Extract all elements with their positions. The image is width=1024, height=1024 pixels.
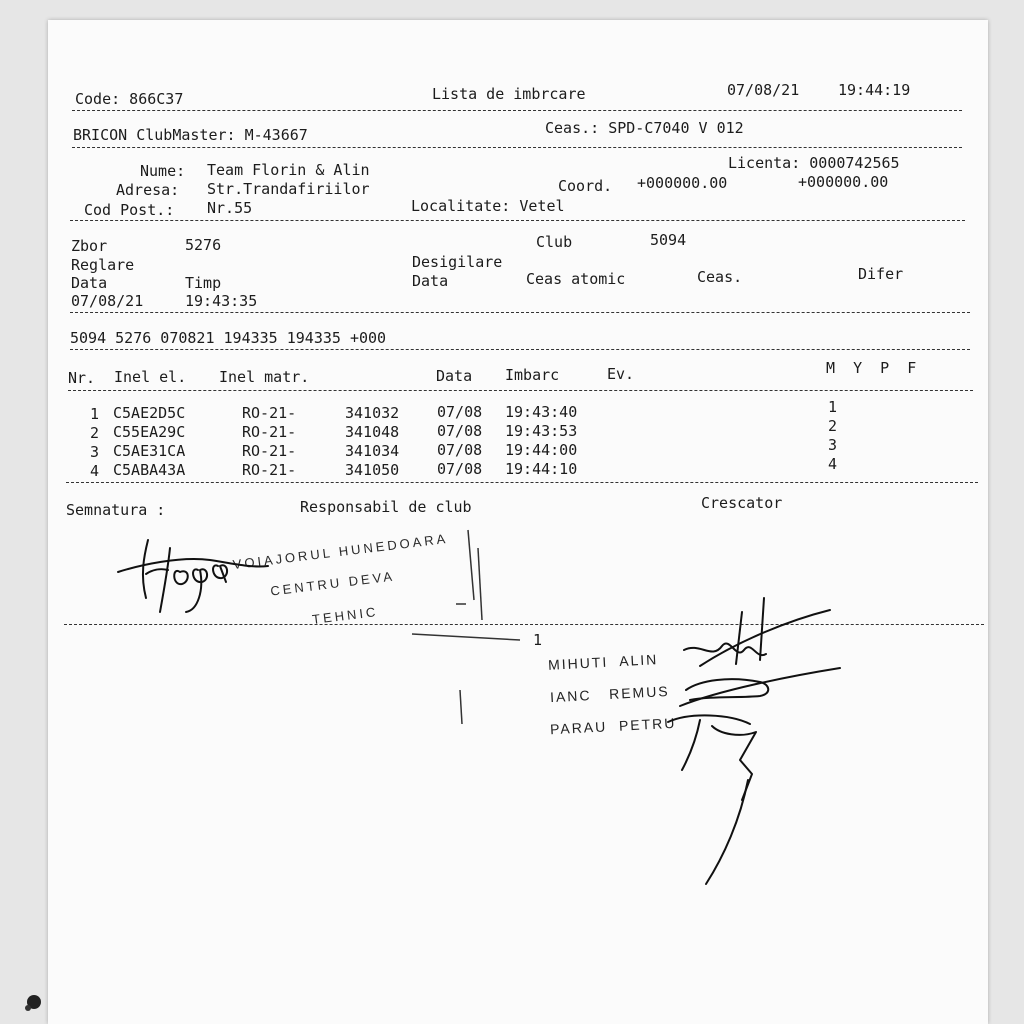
row-nr: 2: [90, 424, 100, 442]
coord-x: +000000.00: [637, 174, 728, 192]
address-label: Adresa:: [116, 181, 180, 199]
row-electronic-ring: C55EA29C: [113, 423, 186, 441]
flight-number: 5276: [185, 236, 222, 254]
print-time: 19:44:19: [838, 81, 911, 99]
name-label: Nume:: [140, 162, 186, 180]
code-label: Code: 866C37: [75, 90, 184, 108]
clock-id: Ceas.: SPD-C7040 V 012: [545, 119, 744, 137]
row-time: 19:43:40: [505, 403, 578, 421]
col-mypf: M Y P F: [826, 359, 917, 377]
data-label-2: Data: [412, 272, 449, 290]
ink-smudge: [20, 986, 50, 1016]
setting-date: 07/08/21: [71, 292, 144, 310]
row-m: 3: [828, 436, 838, 454]
row-ring-number: 341034: [345, 442, 400, 460]
coord-label: Coord.: [558, 177, 613, 195]
club-label: Club: [536, 233, 573, 251]
col-data: Data: [436, 367, 473, 385]
signature-label: Semnatura :: [66, 501, 166, 519]
club-responsible-label: Responsabil de club: [300, 498, 472, 516]
code-line: 5094 5276 070821 194335 194335 +000: [70, 329, 387, 347]
row-ring-prefix: RO-21-: [242, 442, 297, 460]
row-ring-number: 341048: [345, 423, 400, 441]
annotation-number: 1: [533, 631, 543, 649]
row-nr: 1: [90, 405, 100, 423]
row-electronic-ring: C5AE31CA: [113, 442, 186, 460]
stamp-line-3: TEHNIC: [311, 604, 380, 627]
postcode-label: Cod Post.:: [84, 201, 175, 219]
row-time: 19:44:00: [505, 441, 578, 459]
data-label: Data: [71, 274, 108, 292]
print-date: 07/08/21: [727, 81, 800, 99]
clock-label: Ceas.: [697, 268, 743, 286]
row-time: 19:43:53: [505, 422, 578, 440]
address-value: Str.Trandafiriilor: [207, 180, 370, 198]
flight-label: Zbor: [71, 237, 108, 255]
col-inel-matr: Inel matr.: [219, 368, 310, 386]
document-title: Lista de imbrcare: [432, 85, 586, 103]
postcode-value: Nr.55: [207, 199, 253, 217]
clubmaster-id: BRICON ClubMaster: M-43667: [73, 126, 308, 144]
crew-name-1: MIHUTI ALIN: [547, 651, 659, 673]
club-number: 5094: [650, 231, 687, 249]
crew-name-3: PARAU PETRU: [549, 714, 677, 738]
row-m: 1: [828, 398, 838, 416]
row-date: 07/08: [437, 460, 483, 478]
col-nr: Nr.: [68, 369, 96, 387]
locality: Localitate: Vetel: [411, 197, 565, 215]
row-time: 19:44:10: [505, 460, 578, 478]
col-imbarc: Imbarc: [505, 366, 560, 384]
stamp-line-1: VOIAJORUL HUNEDOARA: [231, 530, 449, 573]
row-ring-prefix: RO-21-: [242, 461, 297, 479]
difference-label: Difer: [858, 265, 904, 283]
row-date: 07/08: [437, 403, 483, 421]
atomic-clock-label: Ceas atomic: [526, 270, 626, 288]
reglare-label: Reglare: [71, 256, 135, 274]
row-ring-number: 341032: [345, 404, 400, 422]
row-ring-number: 341050: [345, 461, 400, 479]
row-electronic-ring: C5ABA43A: [113, 461, 186, 479]
col-inel-el: Inel el.: [114, 368, 187, 386]
coord-y: +000000.00: [798, 173, 889, 191]
license: Licenta: 0000742565: [728, 154, 900, 172]
setting-time: 19:43:35: [185, 292, 258, 310]
desigilare-label: Desigilare: [412, 253, 503, 271]
breeder-label: Crescator: [701, 494, 783, 512]
row-date: 07/08: [437, 422, 483, 440]
row-date: 07/08: [437, 441, 483, 459]
row-m: 4: [828, 455, 838, 473]
col-ev: Ev.: [607, 365, 635, 383]
row-ring-prefix: RO-21-: [242, 404, 297, 422]
row-nr: 4: [90, 462, 100, 480]
name-value: Team Florin & Alin: [207, 161, 370, 179]
row-ring-prefix: RO-21-: [242, 423, 297, 441]
crew-name-2: IANC REMUS: [549, 682, 671, 706]
row-nr: 3: [90, 443, 100, 461]
stamp-line-2: CENTRU DEVA: [269, 568, 396, 599]
timp-label: Timp: [185, 274, 222, 292]
row-electronic-ring: C5AE2D5C: [113, 404, 186, 422]
row-m: 2: [828, 417, 838, 435]
